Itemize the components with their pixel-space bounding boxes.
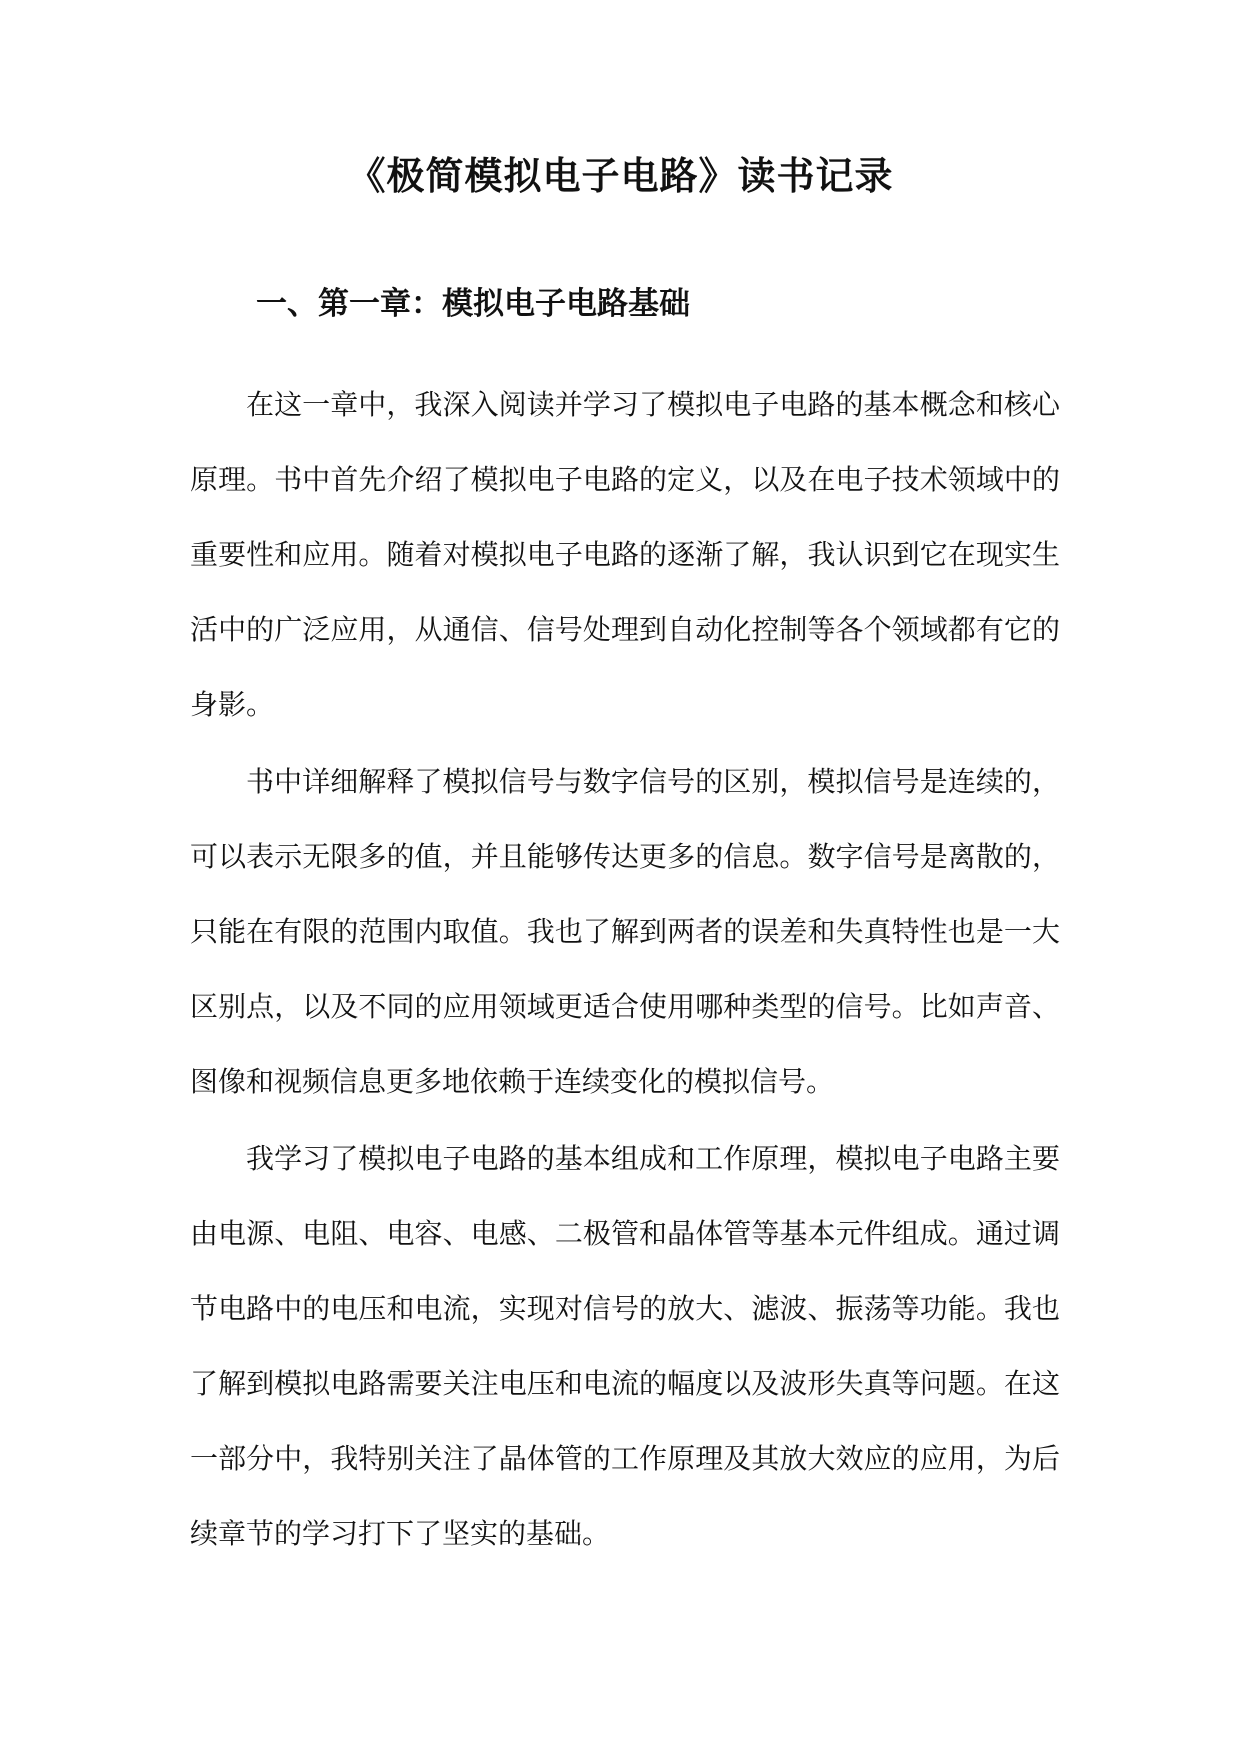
paragraph-1: 在这一章中，我深入阅读并学习了模拟电子电路的基本概念和核心原理。书中首先介绍了模拟电子电路的定义，以及在电子技术领域中的重要性和应用。随着对模拟电子电路的逐渐了解，我认识到它在现实生活中的广泛应用，从通信、信号处理到自动化控制等各个领域都有它的身影。	[190, 388, 1060, 721]
section-heading: 一、第一章：模拟电子电路基础	[256, 286, 690, 322]
paragraph-2: 书中详细解释了模拟信号与数字信号的区别，模拟信号是连续的，可以表示无限多的值，并且能够传达更多的信息。数字信号是离散的，只能在有限的范围内取值。我也了解到两者的误差和失真特性也是一大区别点，以及不同的应用领域更适合使用哪种类型的信号。比如声音、图像和视频信息更多地依赖于连续变化的模拟信号。	[190, 765, 1060, 1098]
paragraph-3: 我学习了模拟电子电路的基本组成和工作原理，模拟电子电路主要由电源、电阻、电容、电感、二极管和晶体管等基本元件组成。通过调节电路中的电压和电流，实现对信号的放大、滤波、振荡等功能。我也了解到模拟电路需要关注电压和电流的幅度以及波形失真等问题。在这一部分中，我特别关注了晶体管的工作原理及其放大效应的应用，为后续章节的学习打下了坚实的基础。	[190, 1142, 1060, 1550]
document-title: 《极简模拟电子电路》读书记录	[347, 153, 894, 198]
